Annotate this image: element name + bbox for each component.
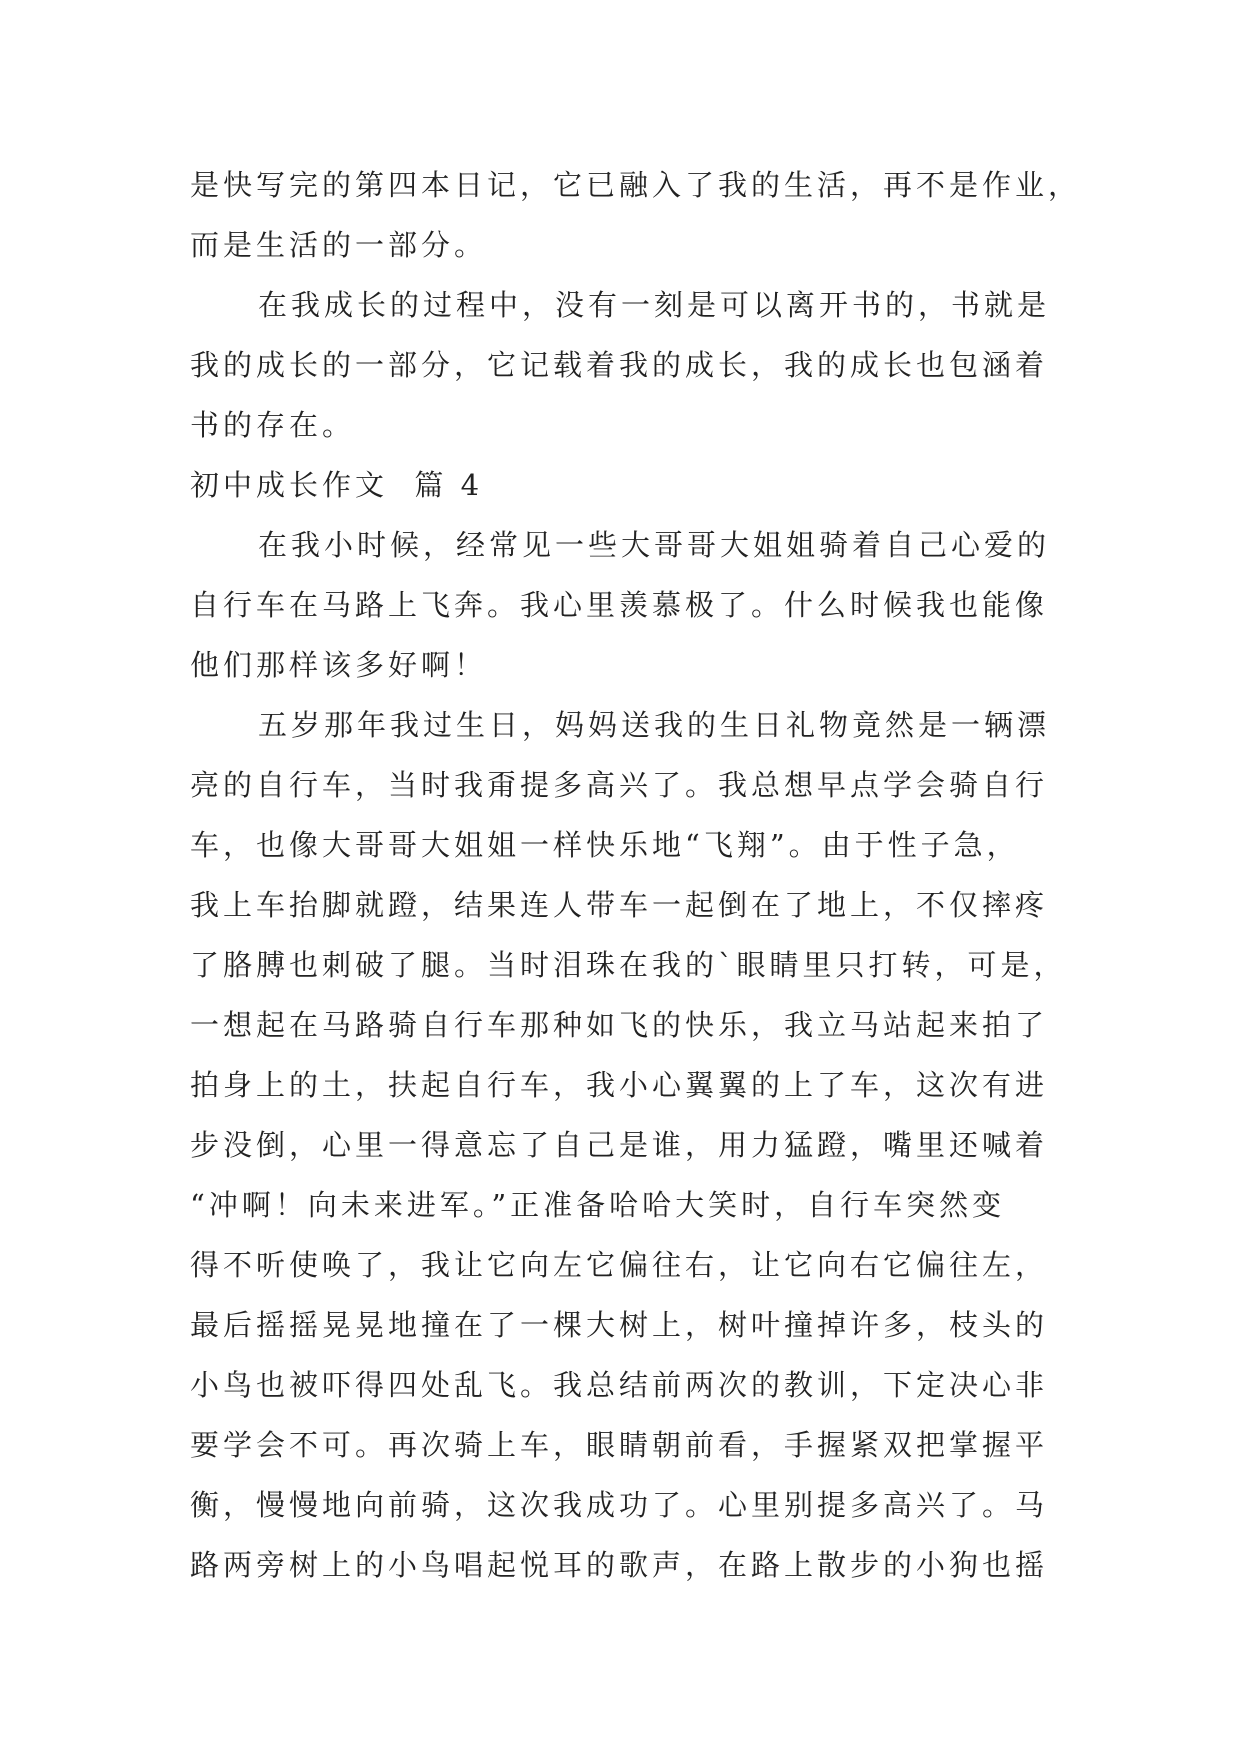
text-line: 自行车在马路上飞奔。我心里羡慕极了。什么时候我也能像 <box>190 588 1049 622</box>
text-line: 五岁那年我过生日，妈妈送我的生日礼物竟然是一辆漂 <box>258 708 1051 742</box>
essay-text <box>190 155 1082 1595</box>
text-line: 步没倒，心里一得意忘了自己是谁，用力猛蹬，嘴里还喊着 <box>190 1128 1049 1162</box>
text-line: 亮的自行车，当时我甭提多高兴了。我总想早点学会骑自行 <box>190 768 1049 802</box>
paragraph-continuation <box>190 155 1082 275</box>
text-line: 是快写完的第四本日记，它已融入了我的生活，再不是作业， <box>190 168 1082 202</box>
text-line: 了胳膊也刺破了腿。当时泪珠在我的`眼睛里只打转，可是， <box>190 948 1067 982</box>
section-heading: 初中成长作文 篇 4 <box>190 468 484 502</box>
text-line: 书的存在。 <box>190 408 356 442</box>
text-line: 一想起在马路骑自行车那种如飞的快乐，我立马站起来拍了 <box>190 1008 1049 1042</box>
paragraph <box>190 515 1060 695</box>
text-line: 拍身上的土，扶起自行车，我小心翼翼的上了车，这次有进 <box>190 1068 1049 1102</box>
text-line: 要学会不可。再次骑上车，眼睛朝前看，手握紧双把掌握平 <box>190 1428 1049 1462</box>
text-line: 最后摇摇晃晃地撞在了一棵大树上，树叶撞掉许多，枝头的 <box>190 1308 1049 1342</box>
text-line: 我上车抬脚就蹬，结果连人带车一起倒在了地上，不仅摔疼 <box>190 888 1049 922</box>
text-line: 在我成长的过程中，没有一刻是可以离开书的，书就是 <box>258 288 1051 322</box>
paragraph <box>190 275 1060 455</box>
text-line: 路两旁树上的小鸟唱起悦耳的歌声，在路上散步的小狗也摇 <box>190 1548 1049 1582</box>
text-line: “冲啊！向未来进军。”正准备哈哈大笑时，自行车突然变 <box>190 1188 1006 1222</box>
text-line: 车，也像大哥哥大姐姐一样快乐地“飞翔”。由于性子急， <box>190 828 1020 862</box>
text-line: 衡，慢慢地向前骑，这次我成功了。心里别提多高兴了。马 <box>190 1488 1049 1522</box>
text-line: 而是生活的一部分。 <box>190 228 488 262</box>
paragraph <box>190 695 1067 1595</box>
text-line: 在我小时候，经常见一些大哥哥大姐姐骑着自己心爱的 <box>258 528 1051 562</box>
text-line: 小鸟也被吓得四处乱飞。我总结前两次的教训，下定决心非 <box>190 1368 1049 1402</box>
text-line: 得不听使唤了，我让它向左它偏往右，让它向右它偏往左， <box>190 1248 1049 1282</box>
text-line: 他们那样该多好啊！ <box>190 648 488 682</box>
text-line: 我的成长的一部分，它记载着我的成长，我的成长也包涵着 <box>190 348 1049 382</box>
